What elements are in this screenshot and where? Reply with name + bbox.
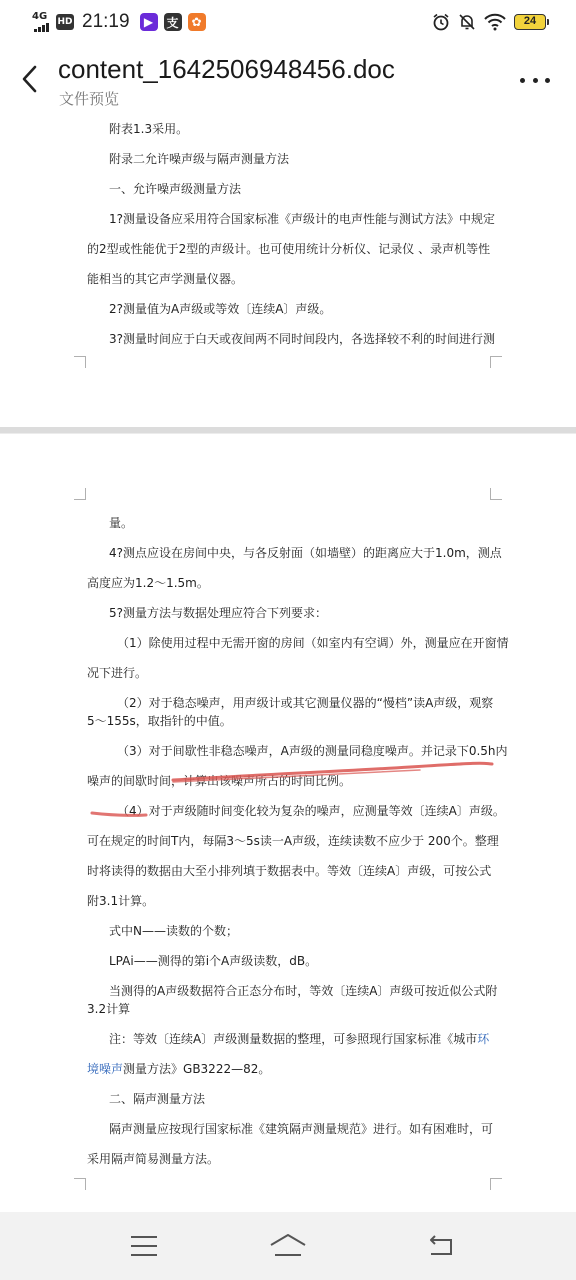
status-left [32,8,206,36]
document-title: content_1642506948456.doc [58,54,395,84]
menu-icon [130,1235,158,1257]
doc-line: （3）对于间歇性非稳态噪声，A声级的测量同稳度噪声。并记录下0.5h内 [117,744,508,758]
doc-line: （1）除使用过程中无需开窗的房间（如室内有空调）外，测量应在开窗情 [117,636,509,650]
doc-line: 当测得的A声级数据符合正态分布时，等效〔连续A〕声级可按近似公式附 [109,984,498,998]
document-page-1 [0,114,576,427]
page-corner-mark [74,1178,86,1190]
battery-level: 24 [523,15,537,27]
document-page-2 [0,434,576,1212]
doc-line: 的2型或性能优于2型的声级计。也可使用统计分析仪、记录仪 、录声机等性 [87,242,491,256]
video-app-icon: ▶ [140,13,158,31]
doc-line: 2?测量值为A声级或等效〔连续A〕声级。 [109,302,332,316]
doc-line: 式中N——读数的个数； [109,924,238,938]
doc-line: 采用隔声简易测量方法。 [87,1152,220,1166]
doc-line: 注：等效〔连续A〕声级测量数据的整理，可参照现行国家标准《城市环 [109,1032,490,1046]
doc-line: 附表1.3采用。 [109,122,189,136]
doc-line: 境噪声测量方法》GB3222—82。 [87,1062,271,1076]
link-text[interactable]: 环 [477,1032,490,1046]
navigation-bar [0,1212,576,1280]
doc-line: 二、隔声测量方法 [109,1092,206,1106]
more-dots-icon [520,78,525,83]
doc-line: 附3.1计算。 [87,894,155,908]
wifi-icon [484,13,506,31]
page-corner-mark [74,356,86,368]
reader-app-icon: 支 [164,13,182,31]
alarm-icon [432,13,450,31]
clock: 21:19 [82,11,130,32]
return-button[interactable] [418,1226,462,1266]
mute-bell-icon [458,13,476,31]
doc-line: 1?测量设备应采用符合国家标准《声级计的电声性能与测试方法》中规定 [109,212,496,226]
doc-line: （2）对于稳态噪声，用声级计或其它测量仪器的“慢档”读A声级，观察 [117,696,494,710]
doc-line: 量。 [109,516,134,530]
hd-icon: HD [56,14,74,30]
doc-line: 能相当的其它声学测量仪器。 [87,272,244,286]
return-icon [425,1234,455,1258]
link-text[interactable]: 境噪声 [87,1062,124,1076]
doc-line: 时将读得的数据由大至小排列填于数据表中。等效〔连续A〕声级，可按公式 [87,864,492,878]
doc-line: 5～155s，取指针的中值。 [87,714,232,728]
doc-line: LPAi——测得的第i个A声级读数，dB。 [109,954,318,968]
back-button[interactable] [14,60,44,98]
doc-line: 况下进行。 [87,666,148,680]
signal-icon [32,10,50,34]
home-button[interactable] [266,1226,310,1266]
status-right [432,10,546,34]
doc-line: 5?测量方法与数据处理应符合下列要求： [109,606,328,620]
shop-app-icon: ✿ [188,13,206,31]
annotation-underline [0,434,576,834]
home-icon [269,1233,307,1259]
doc-line: 隔声测量应按现行国家标准《建筑隔声测量规范》进行。如有困难时，可 [109,1122,494,1136]
more-button[interactable] [520,70,550,90]
title-bar [0,44,576,114]
battery-icon [514,14,546,30]
document-viewer[interactable] [0,114,576,1212]
doc-line: 3.2计算 [87,1002,131,1016]
doc-line: 可在规定的时间T内，每隔3～5s读一A声级，连续读数不应少于 200个。整理 [87,834,499,848]
doc-line: （4）对于声级随时间变化较为复杂的噪声，应测量等效〔连续A〕声级。 [117,804,505,818]
network-type: 4G [32,11,48,22]
doc-line: 一、允许噪声级测量方法 [109,182,242,196]
page-corner-mark [490,1178,502,1190]
status-bar [0,0,576,44]
page-corner-mark [490,356,502,368]
doc-line: 高度应为1.2～1.5m。 [87,576,209,590]
doc-line: 噪声的间歇时间，计算出该噪声所占的时间比例。 [87,774,352,788]
doc-line: 4?测点应设在房间中央，与各反射面（如墙壁）的距离应大于1.0m，测点 [109,546,502,560]
doc-line: 3?测量时间应于白天或夜间两不同时间段内，各选择较不利的时间进行测 [109,332,496,346]
doc-line: 附录二允许噪声级与隔声测量方法 [109,152,290,166]
menu-button[interactable] [122,1226,166,1266]
chevron-left-icon [20,64,38,94]
document-subtitle: 文件预览 [59,90,120,108]
